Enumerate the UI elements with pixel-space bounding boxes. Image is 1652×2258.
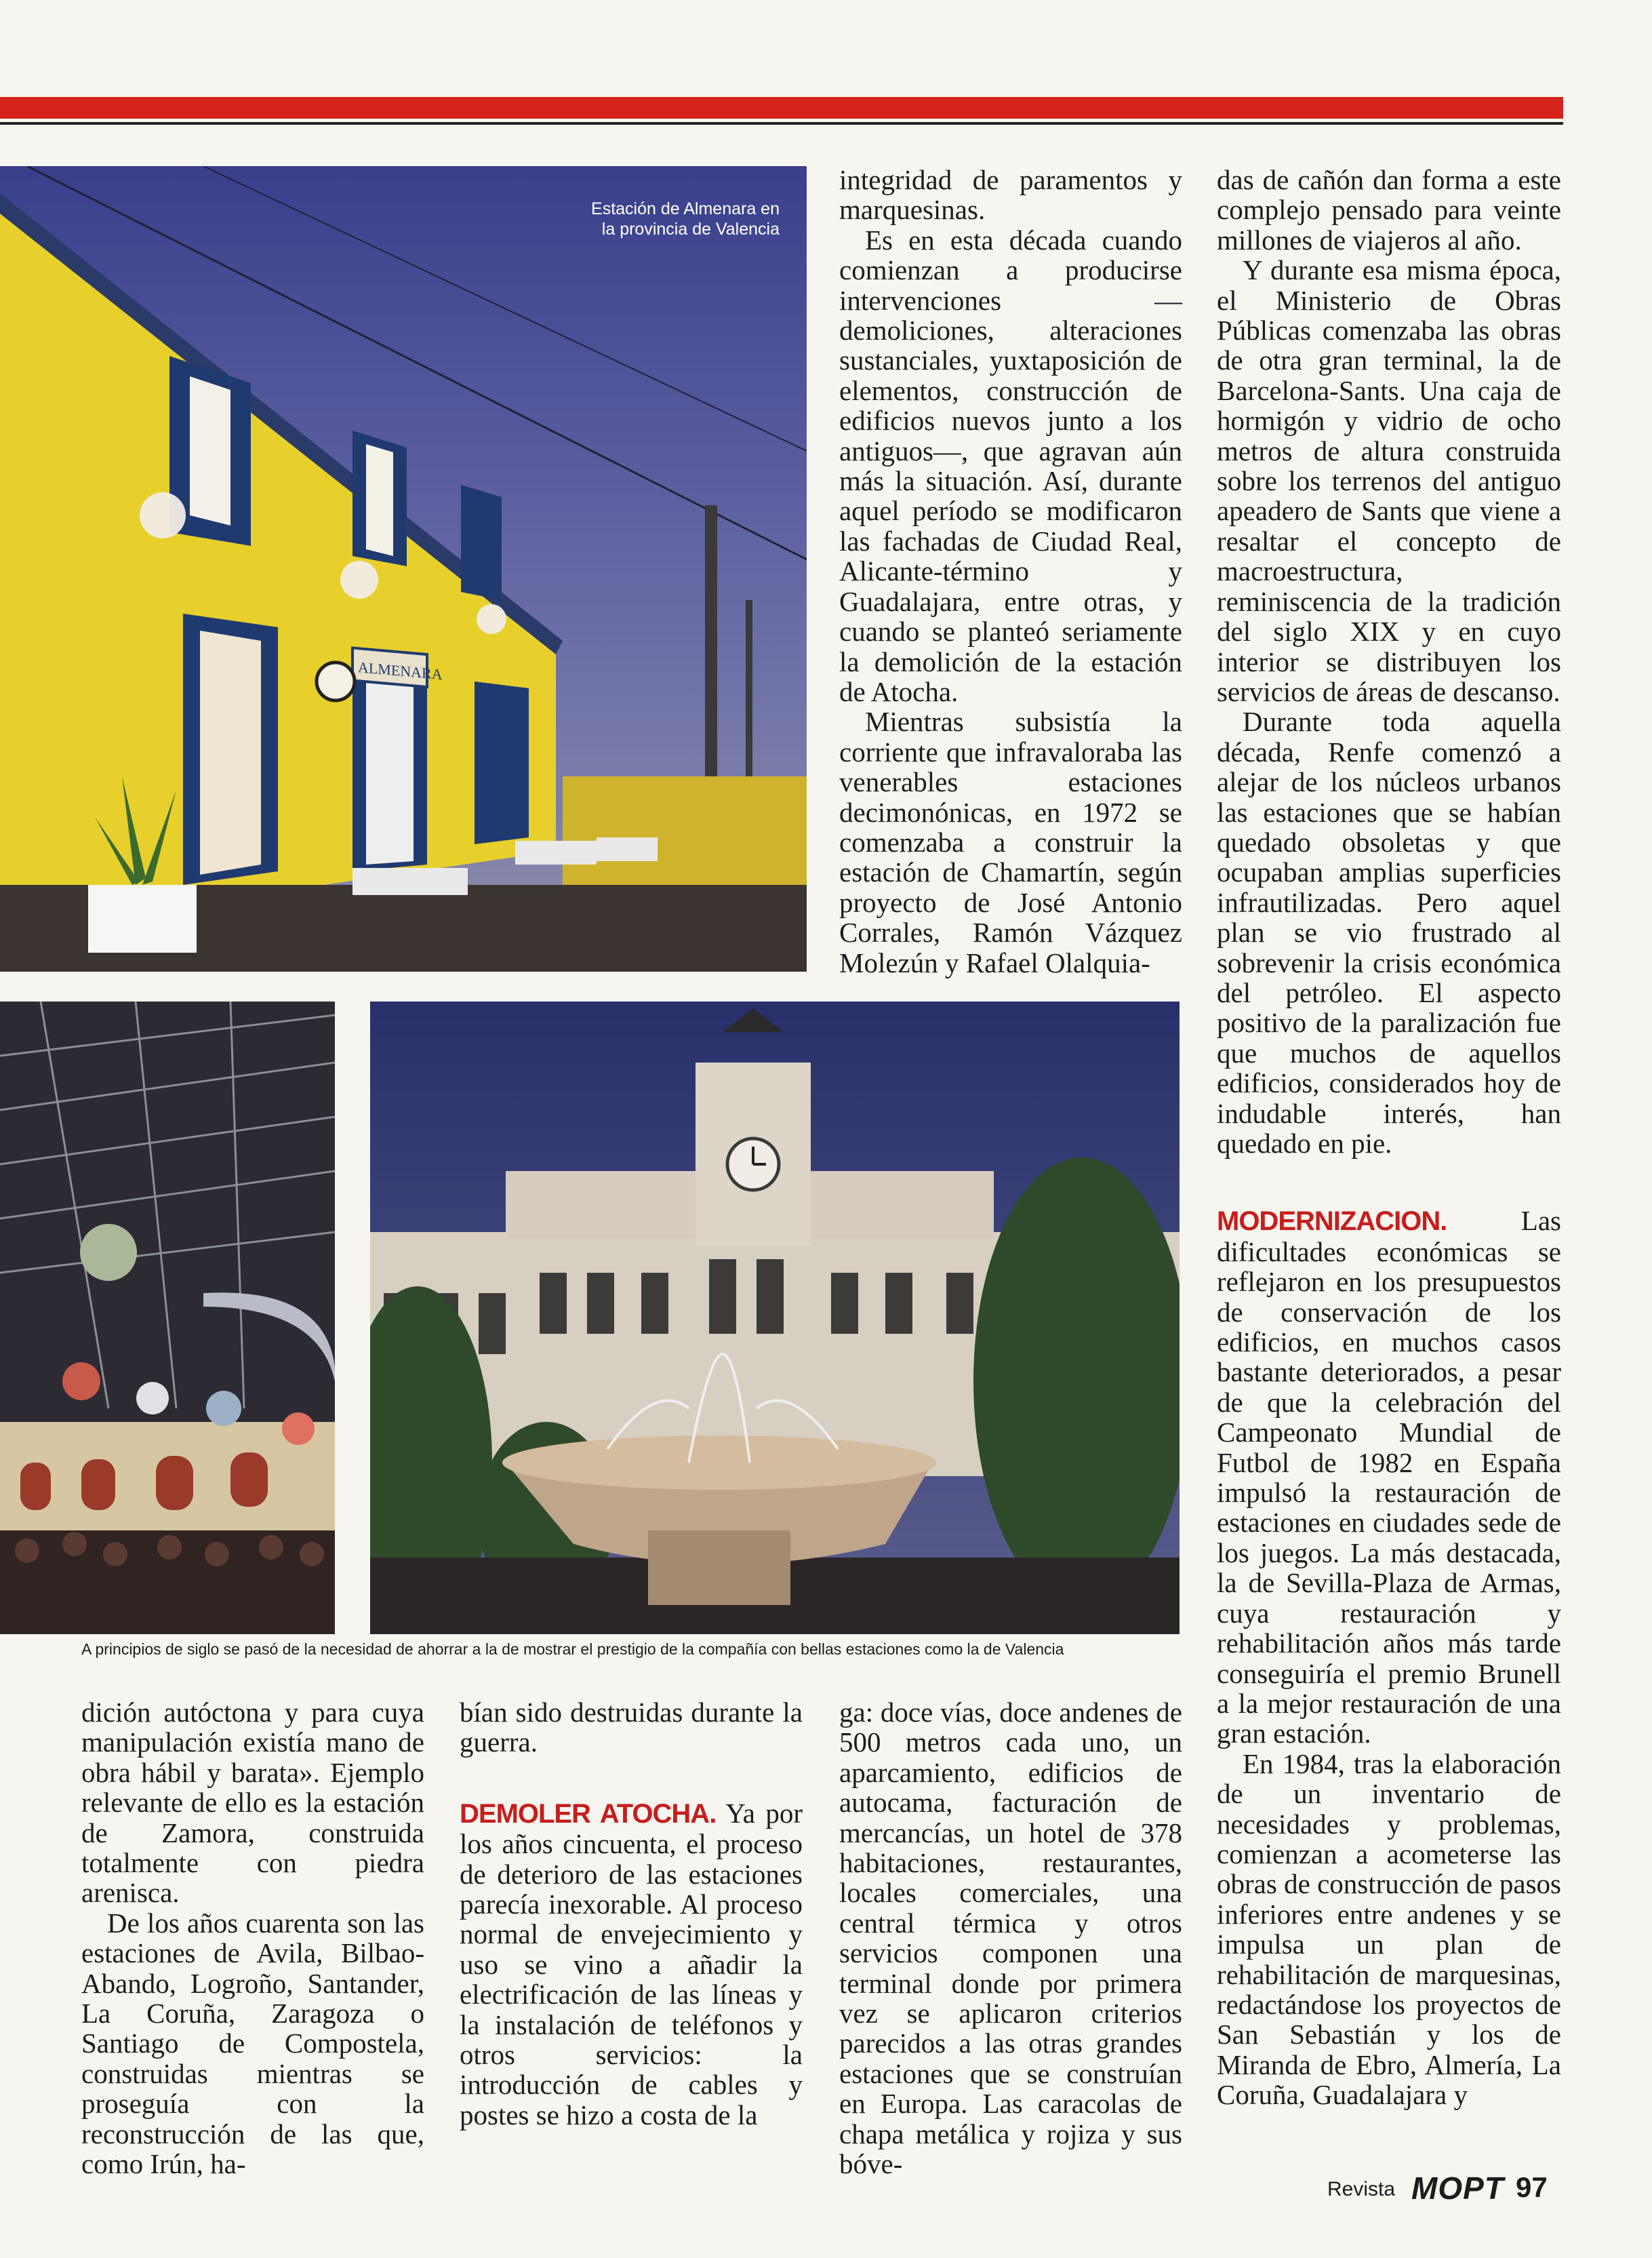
almenara-sign-text: ALMENARA [358, 658, 443, 684]
column-top-middle [839, 165, 1182, 978]
photo-almenara-caption: Estación de Almenara en la provincia de Valencia [591, 199, 780, 239]
paragraph-text: Ya por los años cincuenta, el proceso de deterioro de las estaciones parecía inexorable. Al proceso normal de envejecimiento y uso se vino a añadir la electrificación de las líneas y la instalación de teléfonos y otros servicios: la introducción de cables y postes se hizo a costa de la [460, 1797, 803, 2131]
almenara-illustration [0, 166, 807, 972]
mopt-logo: MOPT [1411, 2171, 1504, 2206]
top-accent-bar [0, 97, 1563, 119]
paragraph [460, 1798, 803, 2130]
photo-almenara-station [0, 166, 807, 972]
column-bottom-3 [839, 1697, 1182, 2179]
paragraph: Mientras subsistía la corriente que infravaloraba las venerables estaciones decimonónicas, en 1972 se comenzaba a construir la estación de Chamartín, según proyecto de José Antonio Corrales, Ramón Vázquez Molezún y Rafael Olalquia- [839, 706, 1182, 978]
paragraph: De los años cuarenta son las estaciones de Avila, Bilbao-Abando, Logroño, Santander, La Coruña, Zaragoza o Santiago de Compostela, construidas mientras se proseguía con la reconstrucción de las que, como Irún, ha- [81, 1907, 424, 2180]
column-bottom-2 [460, 1697, 803, 2130]
paragraph: bían sido destruidas durante la guerra. [460, 1697, 803, 1758]
paragraph [1217, 1206, 1561, 1748]
column-right [1217, 165, 1561, 2110]
photo-station-interior [0, 1002, 335, 1634]
section-heading-demoler-atocha: DEMOLER ATOCHA. [460, 1798, 717, 1829]
paragraph-text: Las dificultades económicas se reflejaron en los presupuestos de conservación de los edificios, en muchos casos bastante deteriorados, a pesar de que la celebración del Campeonato Mundial de Futbol de 1982 en España impulsó la restauración de estaciones en ciudades sede de los juegos. La más destacada, la de Sevilla-Plaza de Armas, cuya restauración y rehabilitación años más tarde conseguiría el premio Brunell a la mejor restauración de una gran estación. [1217, 1205, 1561, 1749]
page-number: 97 [1516, 2171, 1548, 2203]
paragraph: ga: doce vías, doce andenes de 500 metros cada uno, un aparcamiento, edificios de autocama, facturación de mercancías, un hotel de 378 habitaciones, restaurantes, locales comerciales, una central térmica y otros servicios componen una terminal donde por primera vez se aplicaron criterios parecidos a las otras grandes estaciones que se construían en Europa. Las caracolas de chapa metálica y rojiza y sus bóve- [839, 1697, 1182, 2180]
paragraph: Durante toda aquella década, Renfe comenzó a alejar de los núcleos urbanos las estaciones que se habían quedado obsoletas y que ocupaban amplias superficies infrautilizadas. Pero aquel plan se vio frustrado al sobrevenir la crisis económica del petróleo. El aspecto positivo de la paralización fue que muchos de aquellos edificios, considerados hoy de indudable interés, han quedado en pie. [1217, 706, 1561, 1159]
photo-valencia-station [370, 1002, 1180, 1634]
paragraph: Y durante esa misma época, el Ministerio de Obras Públicas comenzaba las obras de otra gran terminal, la de Barcelona-Sants. Una caja de hormigón y vidrio de ocho metros de altura construida sobre los terrenos del antiguo apeadero de Sants que viene a resaltar el concepto de macroestructura, reminiscencia de la tradición del siglo XIX y en cuyo interior se distribuyen los servicios de áreas de descanso. [1217, 254, 1561, 707]
page-footer [1327, 2166, 1558, 2206]
valencia-illustration [370, 1002, 1180, 1634]
paragraph: En 1984, tras la elaboración de un inventario de necesidades y problemas, comienzan a acometerse las obras de construcción de pasos inferiores entre andenes y se impulsa un plan de rehabilitación de marquesinas, redactándose los proyectos de San Sebastián y los de Miranda de Ebro, Almería, La Coruña, Guadalajara y [1217, 1747, 1561, 2111]
paragraph: integridad de paramentos y marquesinas. [839, 164, 1182, 226]
paragraph: das de cañón dan forma a este complejo pensado para veinte millones de viajeros al año. [1217, 164, 1561, 256]
paragraph: Es en esta década cuando comienzan a producirse intervenciones —demoliciones, alteraciones sustanciales, yuxtaposición de elementos, construcción de edificios nuevos junto a los antiguos—, que agravan aún más la situación. Así, durante aquel período se modificaron las fachadas de Ciudad Real, Alicante-término y Guadalajara, entre otras, y cuando se planteó seriamente la demolición de la estación de Atocha. [839, 224, 1182, 707]
column-bottom-1 [81, 1697, 424, 2179]
section-heading-modernizacion: MODERNIZACION. [1217, 1206, 1447, 1237]
top-rule [0, 122, 1563, 125]
photo-caption-valencia: A principios de siglo se pasó de la necesidad de ahorrar a la de mostrar el prestigio de la compañía con bellas estaciones como la de Valencia [81, 1640, 1064, 1658]
paragraph: dición autóctona y para cuya manipulación existía mano de obra hábil y barata». Ejemplo relevante de ello es la estación de Zamora, construida totalmente con piedra arenisca. [81, 1697, 424, 1909]
interior-illustration [0, 1002, 335, 1634]
footer-label: Revista [1327, 2178, 1396, 2200]
